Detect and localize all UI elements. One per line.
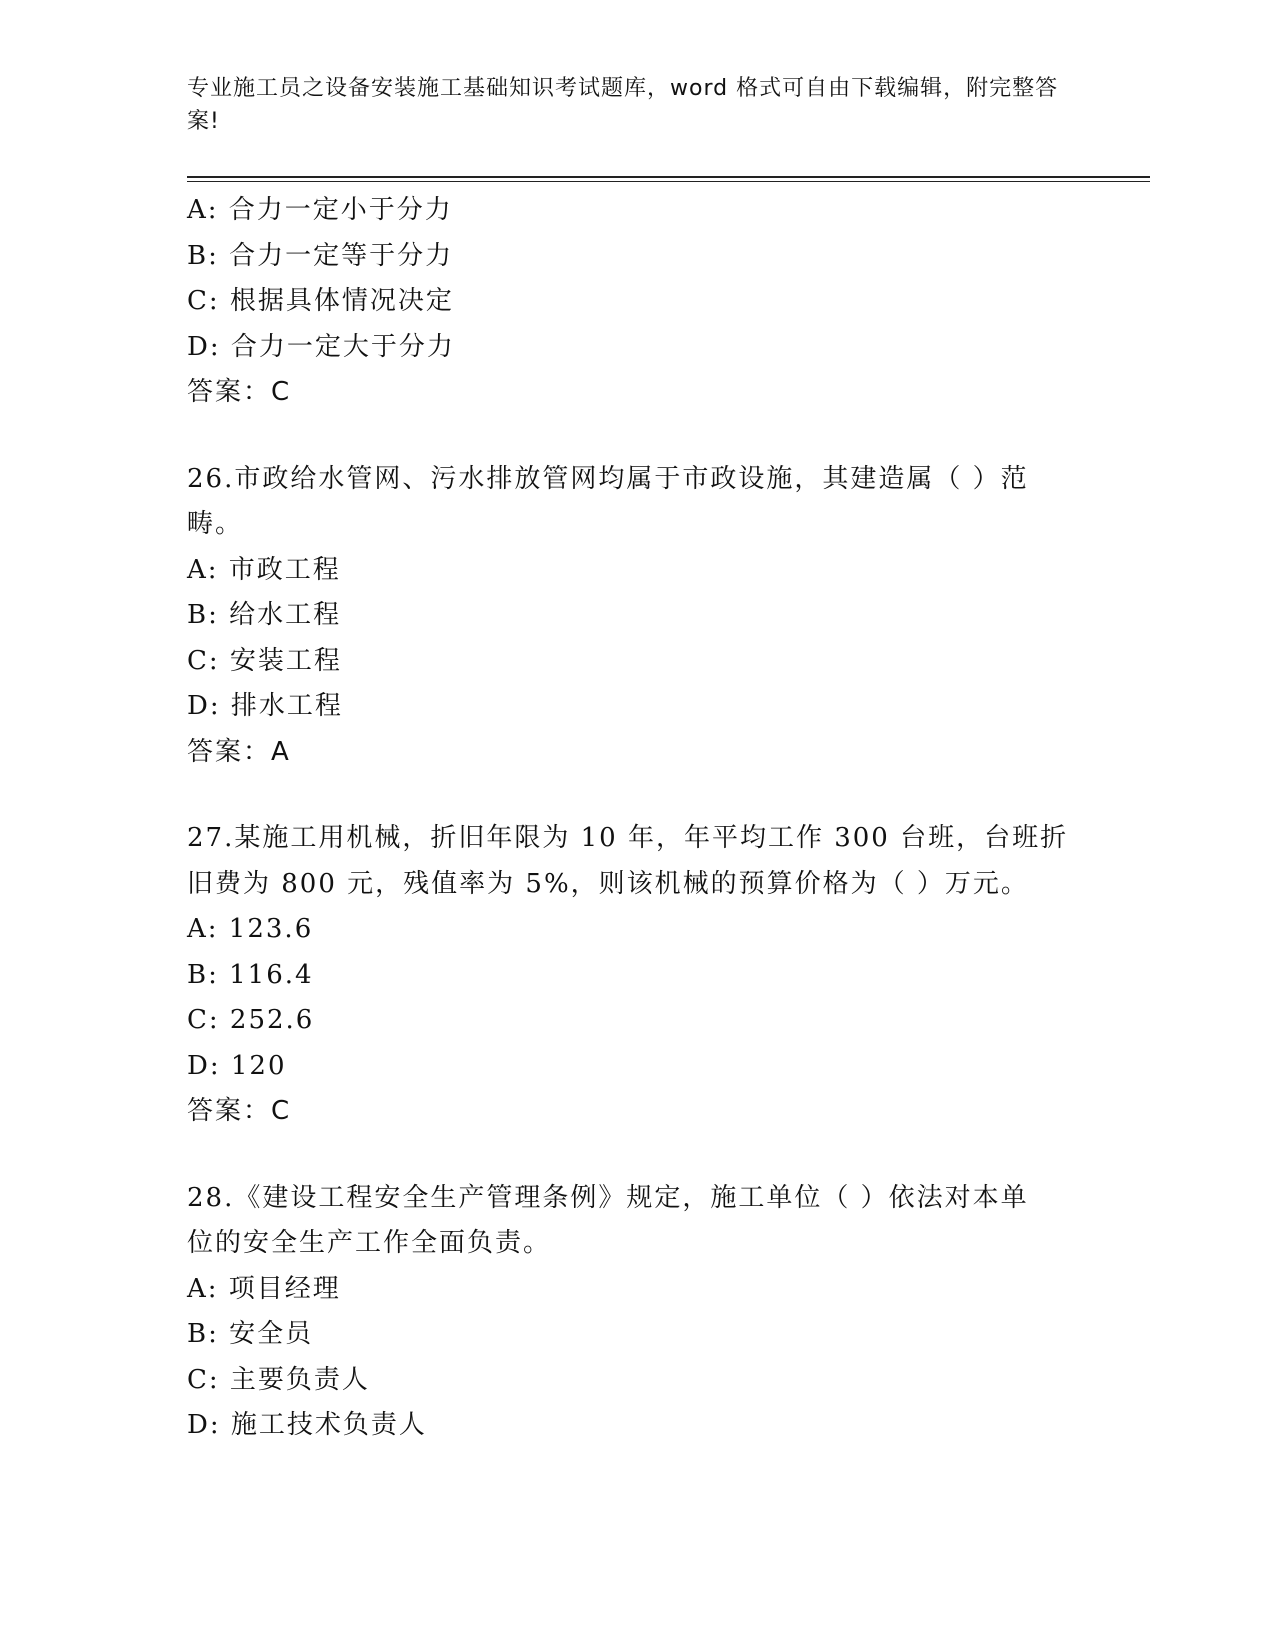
header-rule-top bbox=[187, 176, 1150, 178]
question-stem-line-2: 旧费为 800 元，残值率为 5%，则该机械的预算价格为（ ）万元。 bbox=[187, 868, 1029, 899]
option-a: A: 市政工程 bbox=[187, 554, 341, 585]
spacer bbox=[187, 416, 1067, 457]
option-a: A: 合力一定小于分力 bbox=[187, 195, 453, 225]
answer: 答案：A bbox=[187, 736, 291, 767]
spacer bbox=[187, 1135, 1067, 1176]
answer: 答案：C bbox=[187, 377, 292, 407]
question-list bbox=[187, 188, 1067, 1449]
question-27 bbox=[187, 816, 1067, 1135]
answer: 答案：C bbox=[187, 1096, 292, 1126]
question-25-continued bbox=[187, 188, 1067, 416]
option-a: A: 123.6 bbox=[187, 914, 314, 944]
option-d: D: 120 bbox=[187, 1050, 287, 1081]
spacer bbox=[187, 775, 1067, 816]
option-d: D: 合力一定大于分力 bbox=[187, 331, 455, 362]
question-26 bbox=[187, 457, 1067, 776]
option-b: B: 给水工程 bbox=[187, 600, 342, 630]
header-rule-bottom bbox=[187, 181, 1150, 182]
option-c: C: 根据具体情况决定 bbox=[187, 286, 454, 316]
option-c: C: 安装工程 bbox=[187, 645, 342, 676]
option-b: B: 安全员 bbox=[187, 1319, 314, 1349]
question-28 bbox=[187, 1176, 1067, 1449]
question-stem-line-1: 27.某施工用机械，折旧年限为 10 年，年平均工作 300 台班，台班折 bbox=[187, 823, 1069, 853]
question-stem-line-2: 畴。 bbox=[187, 509, 244, 539]
question-stem-line-1: 28.《建设工程安全生产管理条例》规定，施工单位（ ）依法对本单 bbox=[187, 1182, 1029, 1213]
option-b: B: 116.4 bbox=[187, 959, 314, 990]
question-stem-line-2: 位的安全生产工作全面负责。 bbox=[187, 1228, 552, 1258]
option-b: B: 合力一定等于分力 bbox=[187, 240, 454, 271]
option-c: C: 主要负责人 bbox=[187, 1364, 370, 1395]
option-c: C: 252.6 bbox=[187, 1005, 315, 1035]
document-header: 专业施工员之设备安装施工基础知识考试题库，word 格式可自由下载编辑，附完整答案! bbox=[187, 76, 1059, 134]
option-d: D: 施工技术负责人 bbox=[187, 1410, 427, 1440]
option-d: D: 排水工程 bbox=[187, 691, 343, 721]
question-stem-line-1: 26.市政给水管网、污水排放管网均属于市政设施，其建造属（ ）范 bbox=[187, 463, 1029, 494]
option-a: A: 项目经理 bbox=[187, 1273, 341, 1304]
